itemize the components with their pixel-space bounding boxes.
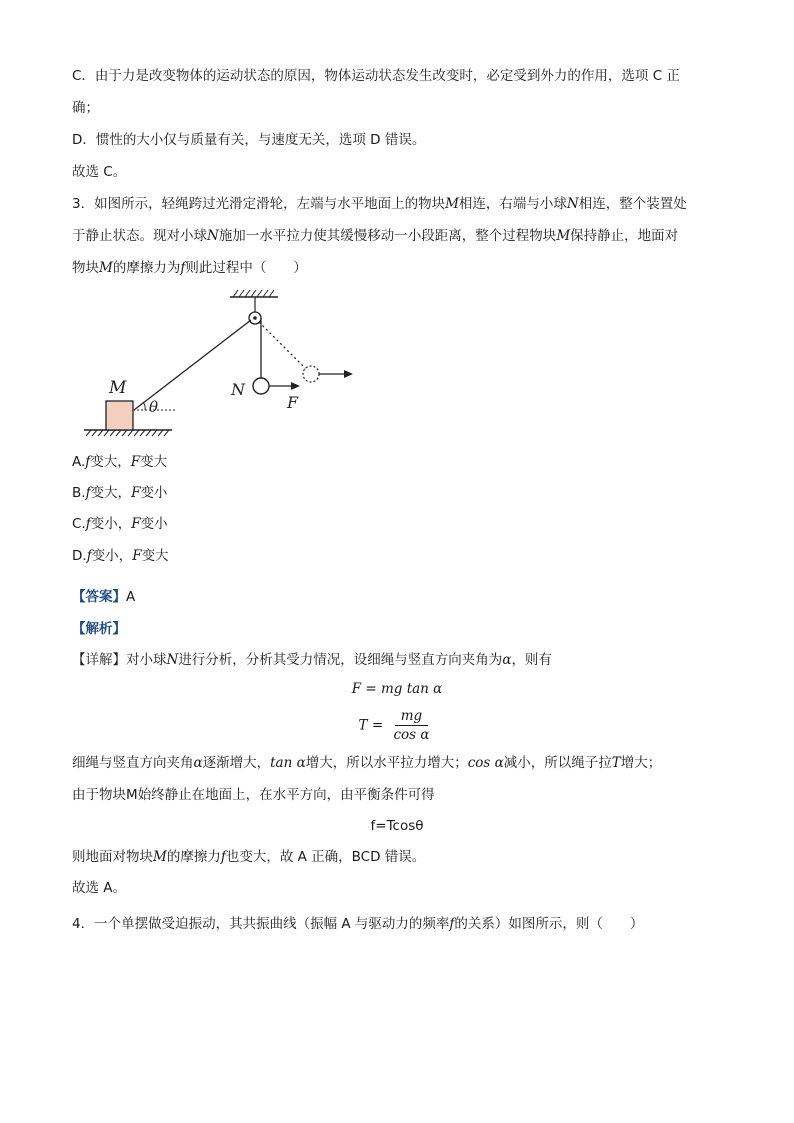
q3-option-d: D.f变小，F变大 bbox=[72, 548, 169, 564]
ground-hatch bbox=[86, 430, 169, 436]
q3-option-c: C.f变小，F变小 bbox=[72, 516, 168, 532]
label-theta: θ bbox=[149, 398, 159, 416]
force-arrow-F-head bbox=[291, 382, 300, 390]
explanation-line2: 由于物块M始终静止在地面上，在水平方向，由平衡条件可得 bbox=[72, 787, 435, 803]
q2-choice: 故选 C。 bbox=[72, 164, 127, 180]
q3-stem-line2: 于静止状态。现对小球N施加一水平拉力使其缓慢移动一小段距离，整个过程物块M保持静止，地面对 bbox=[72, 228, 679, 244]
analysis-tag: 【解析】 bbox=[72, 621, 126, 637]
label-F: F bbox=[287, 393, 299, 412]
conclusion-line: 则地面对物块M的摩擦力f也变大，故 A 正确，BCD 错误。 bbox=[72, 849, 426, 865]
equation-F: F = mg tan α bbox=[351, 681, 443, 697]
explanation-line1: 细绳与竖直方向夹角α逐渐增大，tan α增大，所以水平拉力增大；cos α减小，所以绳子拉T增大； bbox=[72, 755, 662, 771]
var-N: N bbox=[566, 196, 579, 212]
detail-tag: 【详解】 bbox=[72, 652, 126, 668]
ball-N-moved bbox=[303, 366, 319, 382]
var-M: M bbox=[99, 260, 113, 276]
var-M: M bbox=[445, 196, 459, 212]
detail-line: 【详解】对小球N进行分析，分析其受力情况，设细绳与竖直方向夹角为α，则有 bbox=[72, 652, 552, 668]
q3-stem-line3: 物块M的摩擦力为f则此过程中（ ） bbox=[72, 260, 307, 276]
q3-choice: 故选 A。 bbox=[72, 880, 127, 896]
force-arrow-moved-head bbox=[344, 370, 353, 378]
pulley-figure bbox=[0, 0, 794, 450]
answer-line bbox=[72, 587, 135, 607]
var-f: f bbox=[180, 260, 186, 276]
var-N: N bbox=[207, 228, 219, 244]
angle-arc bbox=[143, 402, 145, 410]
q2-option-c-line2: 确； bbox=[72, 100, 99, 116]
label-M: M bbox=[109, 378, 127, 398]
analysis-line bbox=[72, 619, 126, 639]
label-N: N bbox=[231, 380, 245, 399]
rope-dashed bbox=[259, 322, 306, 369]
q4-stem: 4．一个单摆做受迫振动，其共振曲线（振幅 A 与驱动力的频率f的关系）如图所示，则（ ） bbox=[72, 916, 644, 932]
equation-T: T = $\frac{mg}{\text{cos α}}$ bbox=[0, 707, 794, 744]
q3-option-a: A.f变大，F变大 bbox=[72, 454, 168, 470]
q2-option-d-line: D．惯性的大小仅与质量有关，与速度无关，选项 D 错误。 bbox=[72, 132, 426, 148]
ceiling-hatch bbox=[233, 290, 274, 297]
ball-N bbox=[253, 378, 269, 394]
answer-tag: 【答案】 bbox=[72, 589, 126, 605]
var-M: M bbox=[556, 228, 571, 244]
answer-value: A bbox=[126, 589, 136, 605]
q2-option-c-line1: C．由于力是改变物体的运动状态的原因，物体运动状态发生改变时，必定受到外力的作用，选项 C 正 bbox=[72, 68, 680, 84]
pulley-axle bbox=[253, 316, 257, 320]
fraction: $\frac{mg}{\text{cos α}}$ bbox=[393, 708, 430, 743]
block-M bbox=[106, 401, 133, 430]
q3-option-b: B.f变大，F变小 bbox=[72, 485, 168, 501]
q3-stem-line1: 3．如图所示，轻绳跨过光滑定滑轮，左端与水平地面上的物块M相连，右端与小球N相连，整个装置处 bbox=[72, 196, 687, 212]
equation-f: f=Tcosθ bbox=[370, 818, 424, 834]
